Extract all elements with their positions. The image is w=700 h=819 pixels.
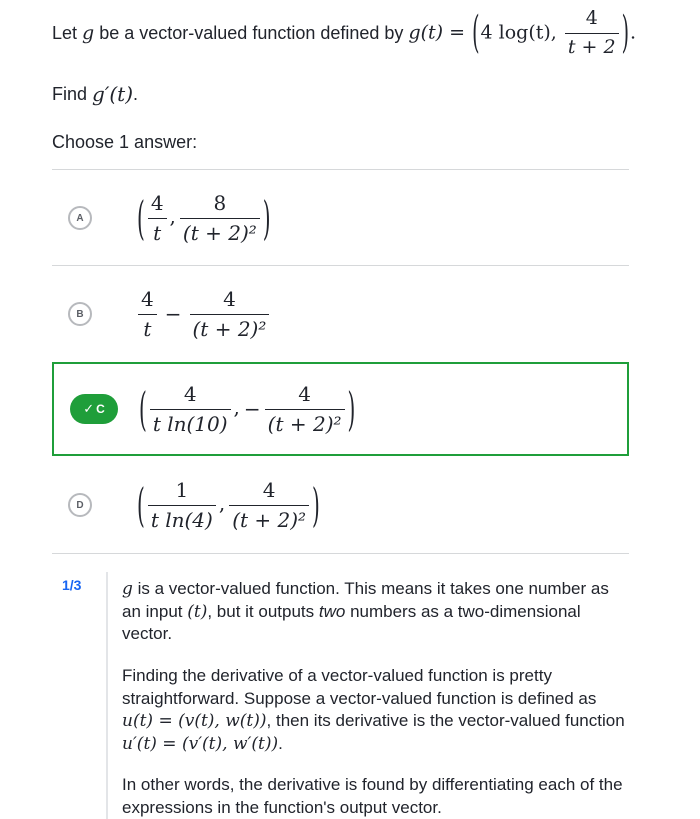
choice-b-bubble[interactable]: B (68, 302, 92, 326)
question-fraction: $\frac{4}{t + 2}$ (565, 8, 619, 59)
choice-d-expression: ( $\frac{1}{\text{t ln(4)}}$ , $\frac{4}{\text{(t + 2)²}}$ ) (137, 477, 320, 533)
choice-c-expression: ( $\frac{4}{\text{t ln(10)}}$ , − $\frac{4}{\text{(t + 2)²}}$ ) (139, 381, 356, 437)
question-lead: Let (52, 22, 78, 43)
check-icon: ✓ (83, 401, 95, 416)
choose-label: Choose 1 answer: (52, 132, 198, 152)
choice-d[interactable] (52, 458, 629, 552)
correct-badge[interactable]: ✓ C (70, 394, 118, 424)
choice-b[interactable] (52, 268, 629, 360)
question-var: g (82, 22, 95, 44)
divider (52, 169, 629, 170)
hint-paragraph-3: In other words, the derivative is found by differentiating each of the expressions in the function's output vector. (122, 775, 623, 817)
find-expression: g′(t) (92, 82, 134, 106)
choice-a[interactable] (52, 172, 629, 264)
choice-a-bubble[interactable]: A (68, 206, 92, 230)
hint-rule (106, 572, 108, 819)
divider (52, 265, 629, 266)
hint-paragraph-1: g is a vector-valued function. This means it takes one number as an input (t), but it outputs two numbers as a two-dimensional vector. (122, 579, 609, 644)
question-middle: be a vector-valued function defined by (99, 22, 404, 43)
choice-a-expression: ( $\frac{4}{t}$ , $\frac{8}{\text{(t + 2)²}}$ ) (137, 190, 271, 246)
choice-c-correct[interactable] (52, 362, 629, 456)
hint-counter: 1/3 (62, 577, 82, 593)
question-stem (52, 8, 652, 58)
choice-d-bubble[interactable]: D (68, 493, 92, 517)
hint-paragraph-2: Finding the derivative of a vector-valued function is pretty straightforward. Suppose a vector-valued function is defined as u(t) = (v(t), w(t)), then its derivative is the vector-valued function u′(t) = (v′(t), w′(t)). (122, 666, 625, 754)
question-formula: g(t) = (4 log(t), $\frac{4}{t + 2}$ ). (408, 6, 637, 59)
choice-b-expression: $\frac{4}{t}$ − $\frac{4}{\text{(t + 2)²}}$ (136, 288, 271, 341)
divider (52, 553, 629, 554)
find-prompt: Find g′(t) . (52, 82, 139, 106)
